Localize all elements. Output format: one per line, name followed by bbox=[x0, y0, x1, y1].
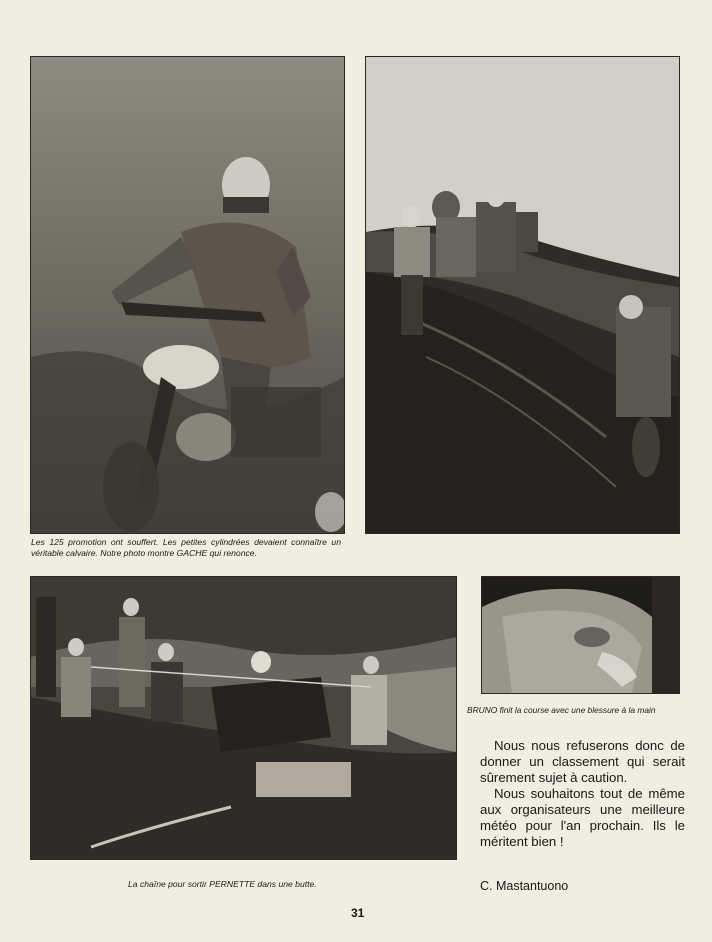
photo-bruno-injured-hand bbox=[481, 576, 680, 694]
article-author: C. Mastantuono bbox=[480, 879, 569, 893]
article-paragraph-1: Nous nous refuserons donc de donner un classement qui serait sûrement sujet à caution. bbox=[480, 738, 685, 785]
photo-chain-pull-pernette bbox=[30, 576, 457, 860]
caption-photo-pernette: La chaîne pour sortir PERNETTE dans une butte. bbox=[128, 879, 317, 889]
page-number: 31 bbox=[351, 906, 365, 920]
photo-gache-rider bbox=[30, 56, 345, 534]
article-text bbox=[480, 738, 685, 850]
caption-photo-gache: Les 125 promotion ont souffert. Les petites cylindrées devaient connaître un véritable calvaire. Notre photo montre GACHE qui renonce. bbox=[31, 537, 341, 558]
article-paragraph-2: Nous souhaitons tout de même aux organisateurs une meilleure météo pour l'an prochain. Ils le méritent bien ! bbox=[480, 786, 685, 849]
photo-riders-climbing-hill bbox=[365, 56, 680, 534]
caption-photo-bruno: BRUNO finit la course avec une blessure à la main bbox=[467, 705, 656, 715]
